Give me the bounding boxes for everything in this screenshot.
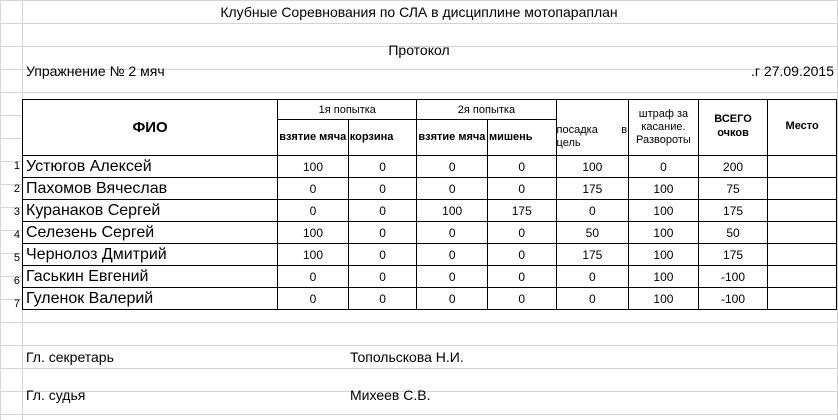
score-total: 50 (698, 222, 768, 244)
header-landing-word: посадка (556, 123, 598, 136)
header-basket: корзина (348, 120, 417, 156)
document-title: Клубные Соревнования по СЛА в дисциплине мотопараплан (220, 4, 618, 20)
header-attempt-2: 2я попытка (417, 100, 556, 120)
results-body (23, 156, 837, 310)
place-cell (768, 178, 837, 200)
header-fio: ФИО (23, 100, 278, 156)
score-ball-take-2: 0 (417, 222, 488, 244)
place-cell (768, 156, 837, 178)
score-ball-take-1: 100 (278, 244, 349, 266)
score-landing: 100 (556, 156, 629, 178)
score-basket: 0 (348, 200, 417, 222)
header-total-unit: очков (717, 127, 749, 139)
participant-name: Гаськин Евгений (23, 266, 278, 288)
score-total: 175 (698, 200, 768, 222)
score-basket: 0 (348, 244, 417, 266)
score-ball-take-2: 0 (417, 266, 488, 288)
score-landing: 50 (556, 222, 629, 244)
header-landing-prep: в (621, 123, 628, 136)
table-row (23, 222, 837, 244)
score-landing: 0 (556, 266, 629, 288)
place-cell (768, 288, 837, 310)
document-subtitle: Протокол (388, 42, 450, 58)
table-row (23, 288, 837, 310)
results-table (22, 99, 837, 310)
participant-name: Пахомов Вячеслав (23, 178, 278, 200)
score-target: 0 (487, 244, 556, 266)
row-number: 2 (13, 183, 20, 195)
score-penalty: 100 (629, 178, 699, 200)
row-number: 5 (13, 252, 20, 264)
row-number: 4 (13, 229, 20, 241)
table-row (23, 156, 837, 178)
score-ball-take-1: 0 (278, 200, 349, 222)
score-ball-take-2: 0 (417, 244, 488, 266)
score-ball-take-1: 100 (278, 156, 349, 178)
exercise-label: Упражнение № 2 мяч (26, 63, 165, 79)
judge-label: Гл. судья (26, 387, 86, 403)
score-target: 0 (487, 178, 556, 200)
table-row (23, 244, 837, 266)
score-ball-take-1: 0 (278, 288, 349, 310)
score-target: 0 (487, 288, 556, 310)
score-basket: 0 (348, 288, 417, 310)
judge-name: Михеев С.В. (350, 387, 431, 403)
score-total: -100 (698, 266, 768, 288)
score-ball-take-2: 0 (417, 288, 488, 310)
header-row-1 (23, 100, 837, 120)
header-landing-target: цель (556, 136, 581, 149)
score-basket: 0 (348, 266, 417, 288)
participant-name: Куранаков Сергей (23, 200, 278, 222)
score-basket: 0 (348, 156, 417, 178)
row-number: 1 (13, 160, 20, 172)
table-row (23, 266, 837, 288)
header-attempt-1: 1я попытка (278, 100, 417, 120)
score-penalty: 100 (629, 200, 699, 222)
participant-name: Гуленок Валерий (23, 288, 278, 310)
header-total-word: ВСЕГО (714, 113, 752, 125)
place-cell (768, 266, 837, 288)
score-target: 0 (487, 156, 556, 178)
header-total (698, 100, 768, 156)
score-penalty: 100 (629, 222, 699, 244)
place-cell (768, 200, 837, 222)
participant-name: Устюгов Алексей (23, 156, 278, 178)
place-cell (768, 244, 837, 266)
score-total: 175 (698, 244, 768, 266)
header-penalty: штраф за касание. Развороты (629, 100, 699, 156)
secretary-name: Топольскова Н.И. (350, 349, 464, 365)
table-row (23, 178, 837, 200)
header-place: Место (768, 100, 837, 156)
participant-name: Чернолоз Дмитрий (23, 244, 278, 266)
score-ball-take-2: 0 (417, 178, 488, 200)
protocol-date: .г 27.09.2015 (751, 63, 834, 79)
table-row (23, 200, 837, 222)
score-penalty: 0 (629, 156, 699, 178)
header-landing (556, 100, 629, 156)
score-penalty: 100 (629, 244, 699, 266)
score-ball-take-1: 0 (278, 266, 349, 288)
score-total: 75 (698, 178, 768, 200)
row-number: 6 (13, 275, 20, 287)
score-total: -100 (698, 288, 768, 310)
score-landing: 175 (556, 178, 629, 200)
score-landing: 0 (556, 288, 629, 310)
score-target: 175 (487, 200, 556, 222)
header-ball-take-2: взятие мяча (417, 120, 488, 156)
score-landing: 175 (556, 244, 629, 266)
score-basket: 0 (348, 222, 417, 244)
score-basket: 0 (348, 178, 417, 200)
score-penalty: 100 (629, 288, 699, 310)
score-target: 0 (487, 222, 556, 244)
score-ball-take-1: 100 (278, 222, 349, 244)
score-ball-take-2: 0 (417, 156, 488, 178)
row-number: 7 (13, 298, 20, 310)
score-total: 200 (698, 156, 768, 178)
row-number: 3 (13, 206, 20, 218)
score-landing: 0 (556, 200, 629, 222)
score-penalty: 100 (629, 266, 699, 288)
secretary-label: Гл. секретарь (26, 349, 114, 365)
score-ball-take-1: 0 (278, 178, 349, 200)
score-ball-take-2: 100 (417, 200, 488, 222)
participant-name: Селезень Сергей (23, 222, 278, 244)
header-ball-take-1: взятие мяча (278, 120, 349, 156)
place-cell (768, 222, 837, 244)
score-target: 0 (487, 266, 556, 288)
header-target: мишень (487, 120, 556, 156)
